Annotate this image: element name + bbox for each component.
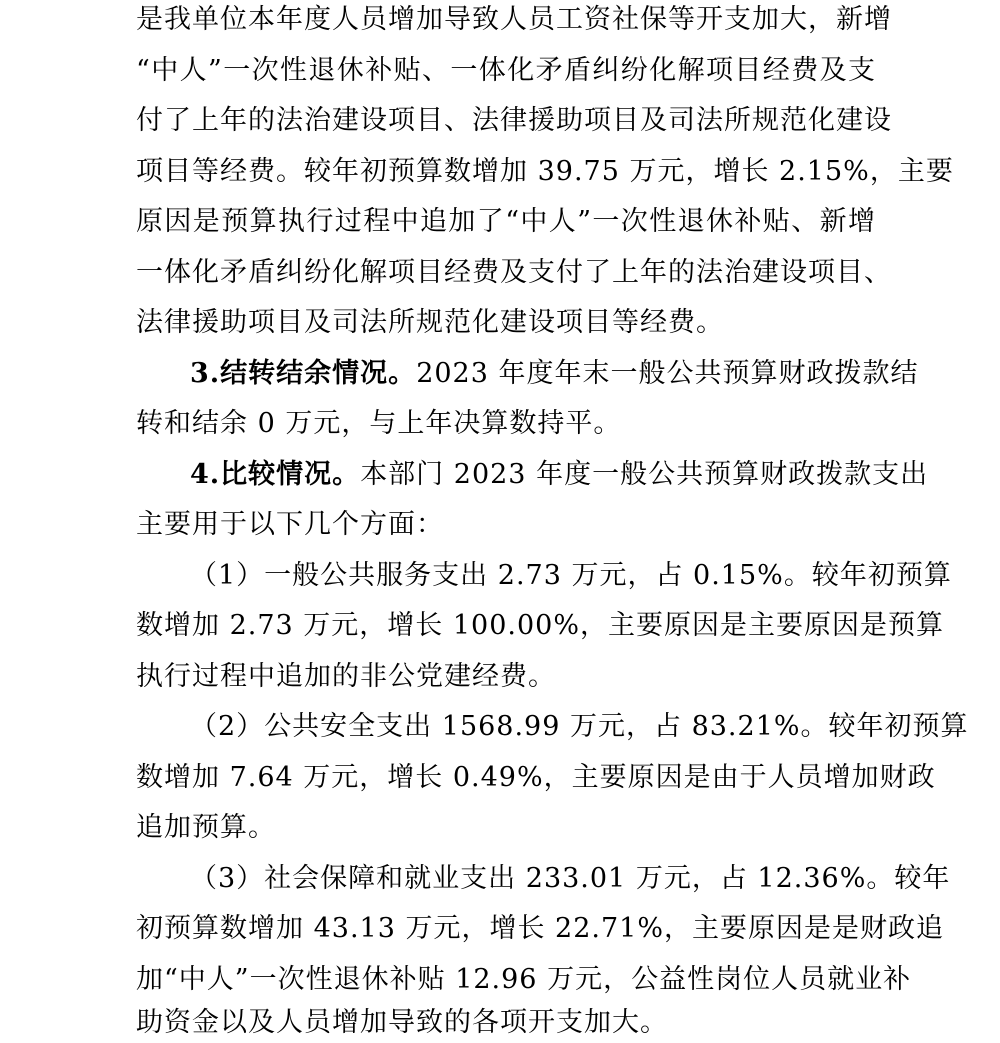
paragraph-line: 一体化矛盾纠纷化解项目经费及支付了上年的法治建设项目、 <box>136 257 892 288</box>
paragraph-line: 数增加 7.64 万元，增长 0.49%，主要原因是由于人员增加财政 <box>136 762 936 793</box>
paragraph-line: 项目等经费。较年初预算数增加 39.75 万元，增长 2.15%，主要 <box>136 156 954 187</box>
paragraph-line: 初预算数增加 43.13 万元，增长 22.71%，主要原因是是财政追 <box>136 913 944 944</box>
paragraph-line: 原因是预算执行过程中追加了“中人”一次性退休补贴、新增 <box>136 206 876 237</box>
paragraph-line: 付了上年的法治建设项目、法律援助项目及司法所规范化建设 <box>136 105 892 136</box>
paragraph-line: 是我单位本年度人员增加导致人员工资社保等开支加大，新增 <box>136 4 892 35</box>
paragraph-line: “中人”一次性退休补贴、一体化矛盾纠纷化解项目经费及支 <box>136 55 876 86</box>
section-line <box>190 455 929 495</box>
section-heading: 3.结转结余情况。 <box>190 358 417 389</box>
section-text: 2023 年度年末一般公共预算财政拨款结 <box>416 358 919 389</box>
section-heading: 4.比较情况。 <box>190 459 361 490</box>
list-item-line: （2）公共安全支出 1568.99 万元，占 83.21%。较年初预算 <box>190 711 969 742</box>
paragraph-line: 执行过程中追加的非公党建经费。 <box>136 661 556 692</box>
list-item-line: （3）社会保障和就业支出 233.01 万元，占 12.36%。较年 <box>190 863 951 894</box>
paragraph-line: 法律援助项目及司法所规范化建设项目等经费。 <box>136 307 724 338</box>
paragraph-line: 加“中人”一次性退休补贴 12.96 万元，公益性岗位人员就业补 <box>136 964 912 995</box>
list-item-line: （1）一般公共服务支出 2.73 万元，占 0.15%。较年初预算 <box>190 560 952 591</box>
paragraph-line: 转和结余 0 万元，与上年决算数持平。 <box>136 408 622 439</box>
section-line <box>190 354 919 394</box>
section-text: 本部门 2023 年度一般公共预算财政拨款支出 <box>360 459 929 490</box>
paragraph-line: 数增加 2.73 万元，增长 100.00%，主要原因是主要原因是预算 <box>136 610 944 641</box>
paragraph-line: 主要用于以下几个方面： <box>136 509 444 540</box>
paragraph-line: 追加预算。 <box>136 812 276 843</box>
paragraph-line: 助资金以及人员增加导致的各项开支加大。 <box>136 1007 668 1038</box>
